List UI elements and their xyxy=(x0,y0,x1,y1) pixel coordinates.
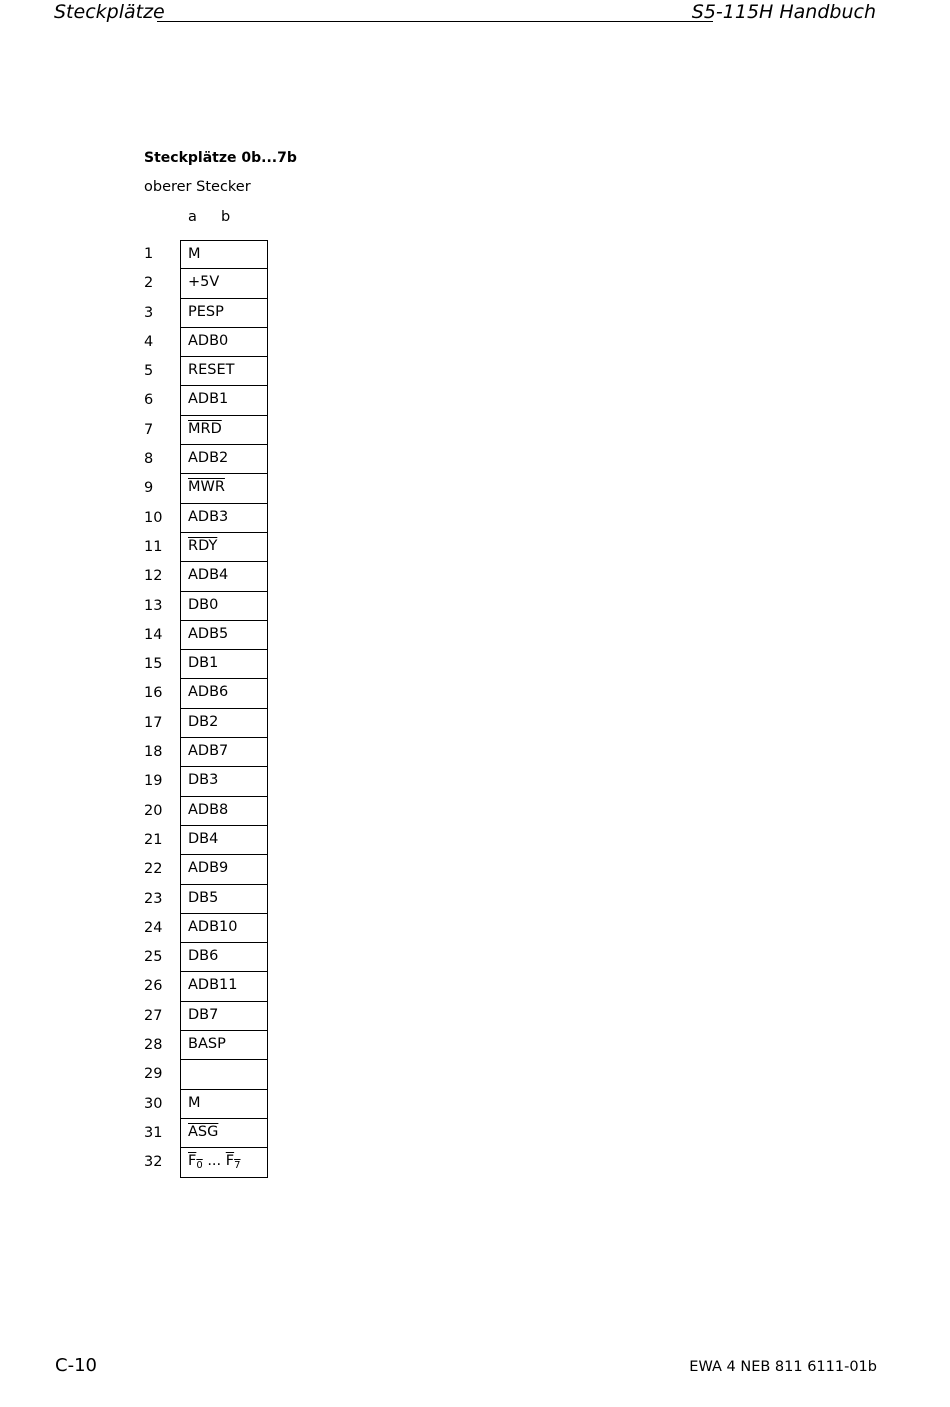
pin-signal xyxy=(180,1119,268,1148)
pin-signal-text: $\overline{ASG}$ xyxy=(188,1123,219,1140)
pin-number: 6 xyxy=(144,392,154,409)
pin-signal-text: DB1 xyxy=(188,655,219,672)
pin-signal-text: M xyxy=(188,1094,201,1111)
pin-signal xyxy=(180,562,268,591)
pin-number: 18 xyxy=(144,744,163,761)
pin-signal-text: +5V xyxy=(188,274,220,291)
pin-signal xyxy=(180,504,268,533)
column-header-b: b xyxy=(221,209,231,225)
pin-number: 14 xyxy=(144,626,163,643)
pin-number: 13 xyxy=(144,597,163,614)
pin-number: 15 xyxy=(144,656,163,673)
pin-number: 30 xyxy=(144,1095,163,1112)
pin-signal xyxy=(180,914,268,943)
pin-number: 9 xyxy=(144,480,154,497)
pin-signal xyxy=(180,943,268,972)
pin-signal-text: DB3 xyxy=(188,772,219,789)
header-manual-title: S5-115H Handbuch xyxy=(691,1,876,23)
page-number: C-10 xyxy=(55,1355,97,1376)
section-title: Steckplätze 0b...7b xyxy=(144,150,297,166)
pin-signal-text: ADB5 xyxy=(188,625,229,642)
pin-number: 25 xyxy=(144,949,163,966)
pin-signal xyxy=(180,1060,268,1089)
pin-number: 11 xyxy=(144,538,163,555)
pin-number: 1 xyxy=(144,246,154,262)
pin-number: 21 xyxy=(144,831,163,848)
pin-number: 24 xyxy=(144,919,163,936)
pin-signal xyxy=(180,1002,268,1031)
pin-signal xyxy=(180,1148,268,1177)
pin-number: 2 xyxy=(144,275,154,292)
pin-signal-text: DB7 xyxy=(188,1006,219,1023)
pin-signal xyxy=(180,386,268,415)
pin-signal-text: ADB3 xyxy=(188,508,229,525)
pin-signal-text: ADB7 xyxy=(188,743,229,760)
pin-signal-text: ADB0 xyxy=(188,332,229,349)
pin-signal-text: $F_0$ ... $F_7$ xyxy=(188,1153,241,1172)
pin-signal xyxy=(180,269,268,298)
pin-signal xyxy=(180,357,268,386)
pin-signal xyxy=(180,885,268,914)
pin-signal-text: $\overline{MWR}$ xyxy=(188,479,225,496)
pin-signal-text: BASP xyxy=(188,1036,226,1053)
pin-number: 12 xyxy=(144,568,163,585)
pin-signal-text: ADB1 xyxy=(188,391,229,408)
pin-number: 23 xyxy=(144,890,163,907)
pin-signal-text: $\overline{RDY}$ xyxy=(188,537,218,554)
pin-signal xyxy=(180,709,268,738)
column-header-a: a xyxy=(188,209,197,225)
pin-signal-text: ADB4 xyxy=(188,567,229,584)
pin-signal-text: DB5 xyxy=(188,889,219,906)
pin-signal xyxy=(180,738,268,767)
pin-signal-text: RESET xyxy=(188,362,235,379)
pin-signal-text: DB0 xyxy=(188,596,219,613)
pin-number: 32 xyxy=(144,1154,163,1171)
pin-signal xyxy=(180,855,268,884)
pin-signal xyxy=(180,416,268,445)
pin-signal xyxy=(180,1031,268,1060)
pin-number: 4 xyxy=(144,333,154,350)
pin-number: 5 xyxy=(144,363,154,380)
pin-number: 31 xyxy=(144,1124,163,1141)
document-id: EWA 4 NEB 811 6111-01b xyxy=(689,1359,877,1375)
pin-signal-text: ADB6 xyxy=(188,684,229,701)
connector-label: oberer Stecker xyxy=(144,179,251,195)
pin-number: 17 xyxy=(144,714,163,731)
pin-signal xyxy=(180,679,268,708)
pin-number: 28 xyxy=(144,1037,163,1054)
pin-number: 16 xyxy=(144,685,163,702)
pin-signal xyxy=(180,826,268,855)
pin-number: 19 xyxy=(144,773,163,790)
pin-signal xyxy=(180,621,268,650)
pin-signal xyxy=(180,533,268,562)
pin-signal-text: ADB10 xyxy=(188,918,238,935)
pin-signal xyxy=(180,972,268,1001)
pin-signal xyxy=(180,474,268,503)
pin-signal xyxy=(180,240,268,269)
pin-signal xyxy=(180,328,268,357)
pin-signal-text: DB4 xyxy=(188,830,219,847)
pin-number: 3 xyxy=(144,304,154,321)
pin-number: 20 xyxy=(144,802,163,819)
pin-number: 22 xyxy=(144,861,163,878)
pin-signal-text: ADB9 xyxy=(188,860,229,877)
pin-signal xyxy=(180,299,268,328)
header-rule xyxy=(157,21,713,22)
pin-signal xyxy=(180,767,268,796)
pin-signal xyxy=(180,1090,268,1119)
pin-signal-text: ADB11 xyxy=(188,977,238,994)
pin-signal-text: M xyxy=(188,246,201,262)
pin-signal xyxy=(180,650,268,679)
pin-signal-text: DB6 xyxy=(188,948,219,965)
pin-signal-text: ADB2 xyxy=(188,450,229,467)
header-section-title: Steckplätze xyxy=(54,1,165,23)
pin-number: 29 xyxy=(144,1066,163,1083)
pin-number: 10 xyxy=(144,509,163,526)
pin-number: 27 xyxy=(144,1007,163,1024)
pin-signal xyxy=(180,797,268,826)
pin-number: 7 xyxy=(144,421,154,438)
pin-signal xyxy=(180,592,268,621)
pin-number: 8 xyxy=(144,451,154,468)
pin-number: 26 xyxy=(144,978,163,995)
pin-signal-text: ADB8 xyxy=(188,801,229,818)
pin-signal-text: PESP xyxy=(188,303,224,320)
pin-signal xyxy=(180,445,268,474)
pin-signal-text: DB2 xyxy=(188,713,219,730)
pin-signal-text: $\overline{MRD}$ xyxy=(188,420,222,437)
